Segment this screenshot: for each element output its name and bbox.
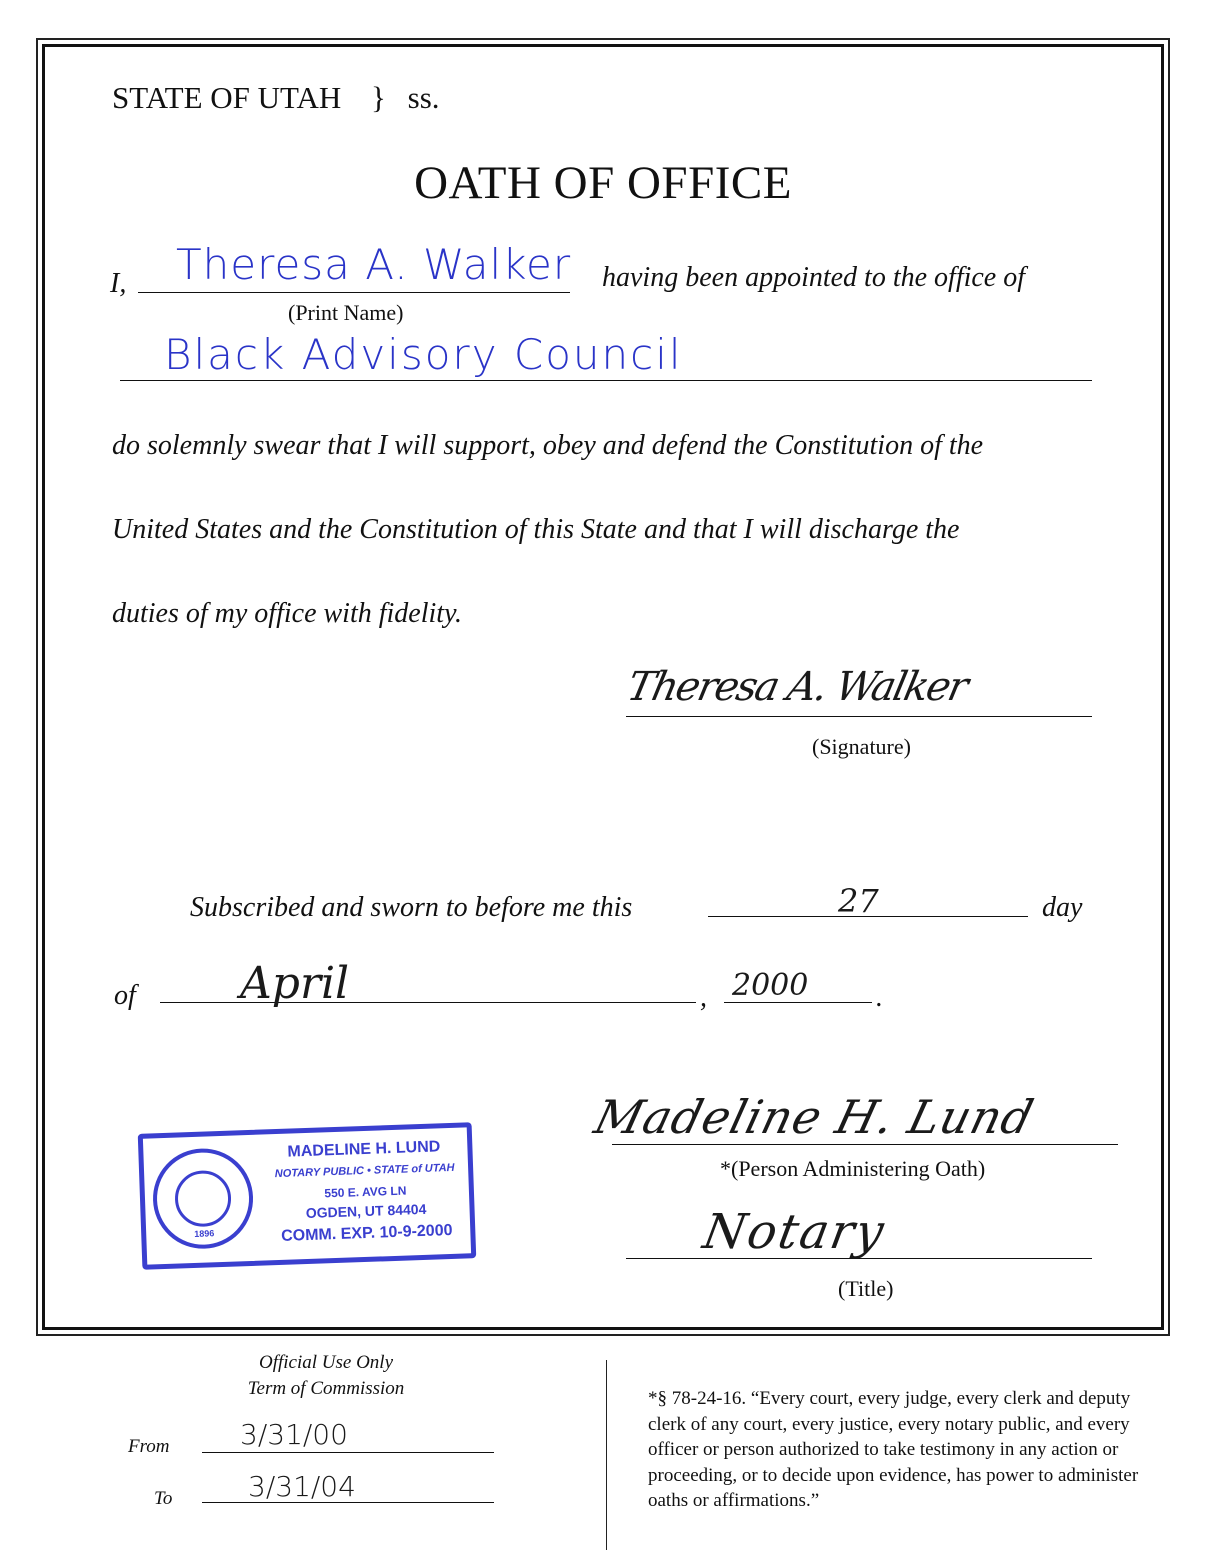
stamp-line-3: 550 E. AVG LN	[324, 1183, 407, 1201]
name-underline	[138, 292, 570, 293]
sworn-prefix: Subscribed and sworn to before me this	[190, 892, 633, 923]
page-title: OATH OF OFFICE	[414, 157, 792, 209]
administrator-signature: Madeline H. Lund	[589, 1090, 1040, 1144]
state-ss: ss.	[407, 80, 440, 115]
footer-divider	[606, 1360, 607, 1550]
appointed-text: having been appointed to the office of	[602, 262, 1026, 293]
signature-field: Theresa A. Walker	[623, 664, 971, 710]
term-heading: Term of Commission	[247, 1378, 405, 1399]
stamp-line-4: OGDEN, UT 84404	[305, 1200, 427, 1222]
title-field: Notary	[699, 1204, 890, 1260]
oath-intro: I,	[110, 268, 127, 299]
to-field: 3/31/04	[248, 1470, 356, 1503]
state-name: STATE OF UTAH	[112, 80, 342, 115]
comma-text: ,	[700, 982, 707, 1013]
oath-body-line-1: do solemnly swear that I will support, obey and defend the Constitution of the	[112, 430, 984, 461]
signature-underline	[626, 716, 1092, 717]
administrator-label: *(Person Administering Oath)	[720, 1156, 986, 1181]
official-use-heading: Official Use Only	[258, 1352, 394, 1373]
print-name-field: Theresa A. Walker	[176, 240, 572, 289]
day-field: 27	[838, 882, 879, 920]
state-seal-icon	[151, 1147, 254, 1250]
year-field: 2000	[732, 968, 809, 1003]
oath-body-line-2: United States and the Constitution of this State and that I will discharge the	[112, 514, 960, 545]
oath-body-line-3: duties of my office with fidelity.	[112, 598, 462, 629]
from-field: 3/31/00	[240, 1418, 348, 1451]
signature-label: (Signature)	[812, 734, 911, 759]
notary-stamp	[138, 1122, 477, 1270]
print-name-label: (Print Name)	[288, 300, 404, 325]
of-label: of	[114, 980, 136, 1011]
state-brace: }	[371, 80, 386, 115]
to-label: To	[154, 1488, 173, 1509]
day-label: day	[1042, 892, 1083, 923]
state-heading	[112, 80, 440, 116]
from-label: From	[128, 1436, 170, 1457]
office-field: Black Advisory Council	[164, 330, 683, 379]
from-underline	[202, 1452, 494, 1453]
statute-footnote: *§ 78-24-16. “Every court, every judge, every clerk and deputy clerk of any court, every justice, every notary public, and every officer or person authorized to take testimony in any action or proceeding, or to decide upon evidence, has power to administer oaths or affirmations.”	[648, 1388, 1139, 1511]
stamp-line-2: NOTARY PUBLIC • STATE of UTAH	[274, 1161, 455, 1181]
stamp-line-1: MADELINE H. LUND	[287, 1138, 441, 1161]
month-field: April	[240, 958, 350, 1009]
seal-year: 1896	[194, 1228, 215, 1239]
period-text: .	[876, 982, 883, 1013]
stamp-line-5: COMM. EXP. 10-9-2000	[280, 1221, 453, 1245]
administrator-underline	[612, 1144, 1118, 1145]
seal-center-icon	[174, 1170, 232, 1228]
office-underline	[120, 380, 1092, 381]
title-label: (Title)	[838, 1276, 894, 1301]
